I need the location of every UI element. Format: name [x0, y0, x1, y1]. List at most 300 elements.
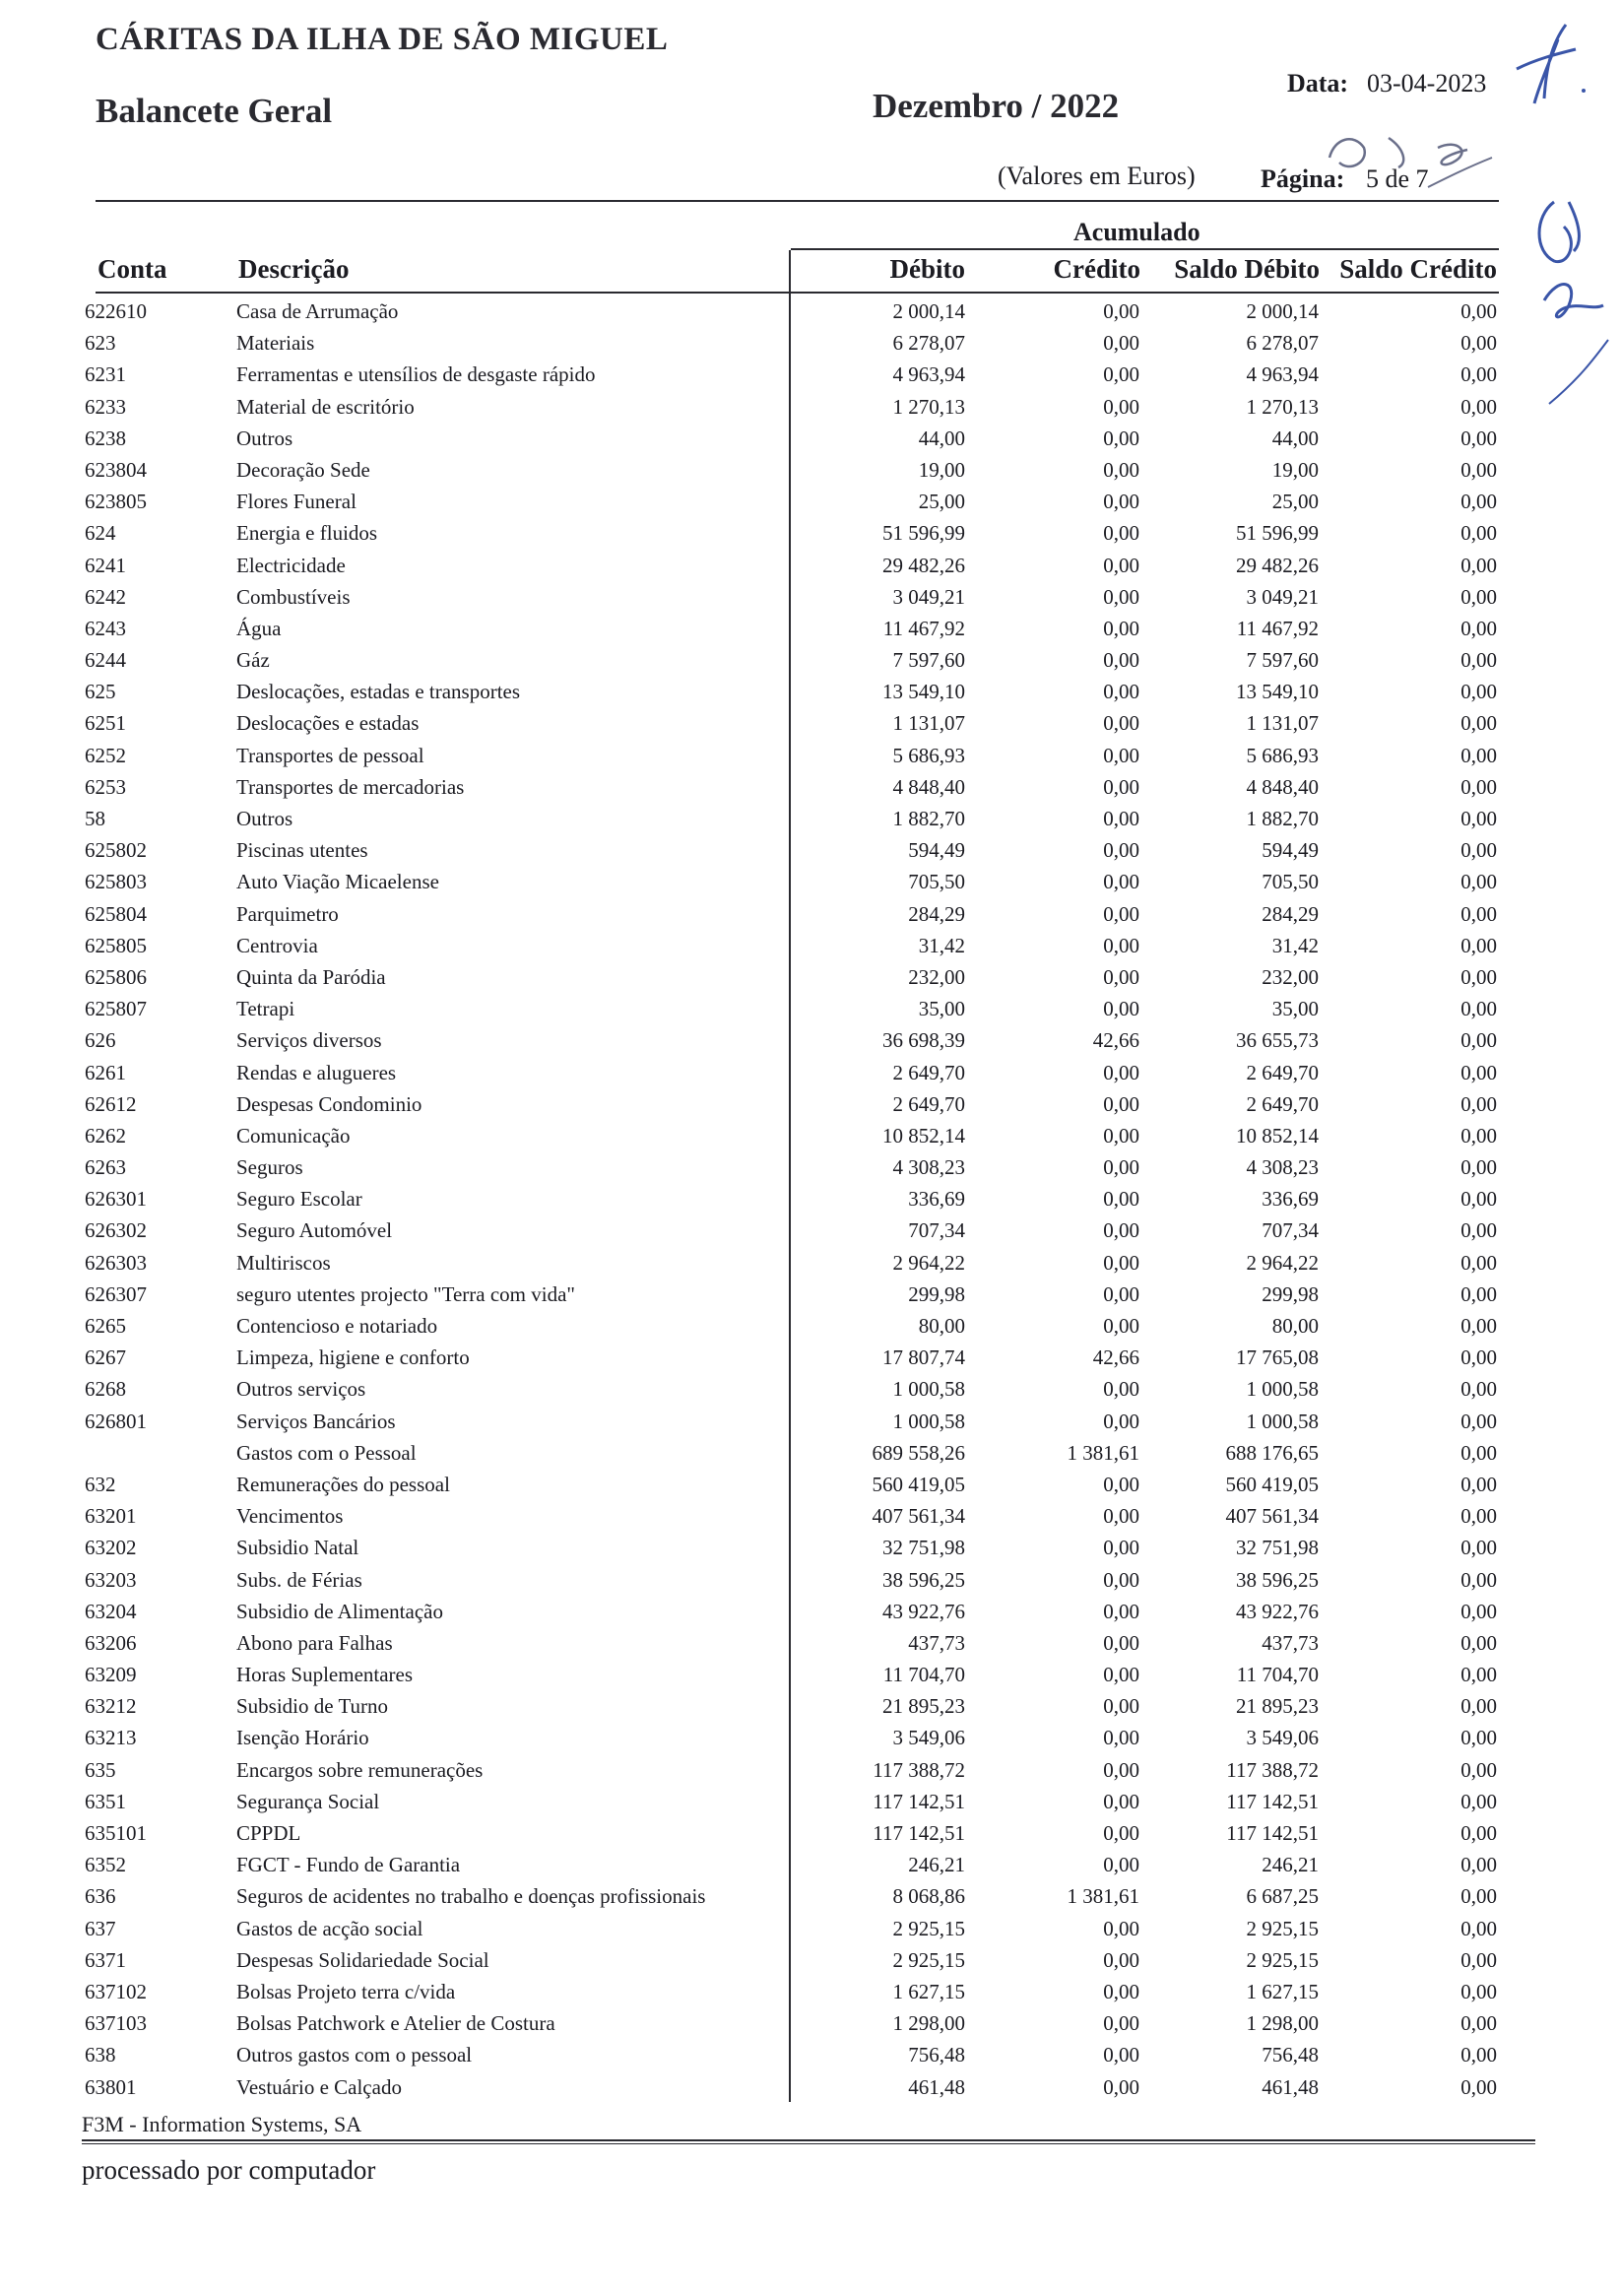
page-label: Página: — [1261, 164, 1345, 193]
balance-credit-value: 0,00 — [1460, 331, 1497, 356]
account-code: 6231 — [85, 362, 126, 387]
debit-value: 17 807,74 — [882, 1345, 965, 1370]
account-code: 62612 — [85, 1091, 137, 1116]
acumulado-group-header: Acumulado — [1073, 218, 1200, 246]
date-value: 03-04-2023 — [1367, 69, 1487, 98]
account-description: Outros — [236, 426, 293, 450]
acumulado-rule — [791, 248, 1499, 250]
credit-value: 0,00 — [1103, 680, 1139, 704]
account-code: 6268 — [85, 1377, 126, 1402]
balance-debit-value: 594,49 — [1262, 838, 1319, 863]
account-code: 6238 — [85, 426, 126, 450]
balance-credit-value: 0,00 — [1460, 1218, 1497, 1243]
credit-value: 0,00 — [1103, 1091, 1139, 1116]
debit-value: 35,00 — [918, 997, 965, 1021]
account-code: 63203 — [85, 1567, 137, 1592]
debit-value: 4 963,94 — [892, 362, 965, 387]
account-code: 63212 — [85, 1694, 137, 1719]
debit-value: 51 596,99 — [882, 521, 965, 546]
account-code: 625804 — [85, 901, 147, 926]
debit-value: 2 000,14 — [892, 299, 965, 323]
table-row — [0, 2071, 1621, 2103]
balance-credit-value: 0,00 — [1460, 1947, 1497, 1972]
table-row — [0, 834, 1621, 866]
debit-value: 461,48 — [908, 2074, 965, 2099]
table-row — [0, 1849, 1621, 1880]
credit-value: 0,00 — [1103, 1789, 1139, 1813]
table-row — [0, 1627, 1621, 1659]
balance-credit-value: 0,00 — [1460, 1599, 1497, 1623]
account-description: Quinta da Paródia — [236, 964, 386, 989]
balance-credit-value: 0,00 — [1460, 807, 1497, 830]
account-code: 636 — [85, 1884, 116, 1909]
table-row — [0, 1279, 1621, 1310]
balance-credit-value: 0,00 — [1460, 1504, 1497, 1529]
table-row — [0, 1659, 1621, 1690]
account-description: CPPDL — [236, 1821, 301, 1845]
balance-debit-value: 688 176,65 — [1225, 1440, 1319, 1465]
table-row — [0, 803, 1621, 834]
account-code: 6265 — [85, 1314, 126, 1338]
balance-debit-value: 2 000,14 — [1246, 299, 1319, 323]
balance-credit-value: 0,00 — [1460, 1536, 1497, 1560]
table-row — [0, 930, 1621, 961]
balance-debit-value: 437,73 — [1262, 1630, 1319, 1655]
balance-debit-value: 1 000,58 — [1246, 1377, 1319, 1402]
account-description: Decoração Sede — [236, 457, 370, 482]
balance-debit-value: 1 131,07 — [1246, 711, 1319, 736]
handwritten-scribble — [1310, 108, 1497, 197]
debit-value: 36 698,39 — [882, 1028, 965, 1053]
debit-value: 5 686,93 — [892, 743, 965, 767]
column-header-conta: Conta — [97, 254, 167, 284]
balance-debit-value: 1 627,15 — [1246, 1979, 1319, 2003]
balance-debit-value: 461,48 — [1262, 2074, 1319, 2099]
software-credit: F3M - Information Systems, SA — [82, 2112, 362, 2136]
account-description: Segurança Social — [236, 1789, 380, 1813]
account-description: Seguro Escolar — [236, 1187, 362, 1212]
account-code: 625 — [85, 680, 116, 704]
table-row — [0, 961, 1621, 993]
balance-credit-value: 0,00 — [1460, 901, 1497, 926]
account-code: 6242 — [85, 584, 126, 609]
credit-value: 0,00 — [1103, 2043, 1139, 2067]
balance-debit-value: 7 597,60 — [1246, 648, 1319, 673]
table-row — [0, 1151, 1621, 1183]
account-description: Contencioso e notariado — [236, 1314, 438, 1338]
account-code: 637102 — [85, 1979, 147, 2003]
balance-debit-value: 246,21 — [1262, 1853, 1319, 1877]
account-code: 623 — [85, 331, 116, 356]
debit-value: 13 549,10 — [882, 680, 965, 704]
table-row — [0, 486, 1621, 517]
account-description: Transportes de mercadorias — [236, 774, 465, 799]
credit-value: 0,00 — [1103, 1853, 1139, 1877]
debit-value: 43 922,76 — [882, 1599, 965, 1623]
table-row — [0, 771, 1621, 803]
account-code: 626302 — [85, 1218, 147, 1243]
balance-debit-value: 43 922,76 — [1236, 1599, 1319, 1623]
balance-credit-value: 0,00 — [1460, 1345, 1497, 1370]
balance-credit-value: 0,00 — [1460, 1060, 1497, 1084]
account-code: 637103 — [85, 2011, 147, 2036]
balance-debit-value: 232,00 — [1262, 964, 1319, 989]
account-description: Material de escritório — [236, 394, 415, 419]
footer-divider — [82, 2139, 1535, 2141]
account-code: 638 — [85, 2043, 116, 2067]
balance-credit-value: 0,00 — [1460, 1440, 1497, 1465]
account-code: 6371 — [85, 1947, 126, 1972]
balance-credit-value: 0,00 — [1460, 1630, 1497, 1655]
account-description: Encargos sobre remunerações — [236, 1757, 484, 1782]
balance-credit-value: 0,00 — [1460, 1472, 1497, 1496]
credit-value: 0,00 — [1103, 901, 1139, 926]
balance-credit-value: 0,00 — [1460, 1757, 1497, 1782]
account-description: Despesas Solidariedade Social — [236, 1947, 489, 1972]
credit-value: 0,00 — [1103, 1757, 1139, 1782]
balance-credit-value: 0,00 — [1460, 362, 1497, 387]
debit-value: 2 649,70 — [892, 1060, 965, 1084]
balance-credit-value: 0,00 — [1460, 933, 1497, 957]
credit-value: 0,00 — [1103, 964, 1139, 989]
balance-debit-value: 2 925,15 — [1246, 1916, 1319, 1940]
balance-credit-value: 0,00 — [1460, 1567, 1497, 1592]
account-description: Outros gastos com o pessoal — [236, 2043, 473, 2067]
balance-debit-value: 80,00 — [1271, 1314, 1319, 1338]
account-code: 63213 — [85, 1726, 137, 1750]
debit-value: 437,73 — [908, 1630, 965, 1655]
balance-debit-value: 299,98 — [1262, 1281, 1319, 1306]
debit-value: 117 142,51 — [873, 1789, 965, 1813]
credit-value: 0,00 — [1103, 394, 1139, 419]
balance-credit-value: 0,00 — [1460, 2011, 1497, 2036]
account-description: Despesas Condominio — [236, 1091, 422, 1116]
debit-value: 11 704,70 — [882, 1663, 965, 1687]
account-description: Subsidio de Turno — [236, 1694, 389, 1719]
credit-value: 0,00 — [1103, 584, 1139, 609]
credit-value: 0,00 — [1103, 933, 1139, 957]
credit-value: 0,00 — [1103, 1979, 1139, 2003]
debit-value: 336,69 — [908, 1187, 965, 1212]
balance-debit-value: 707,34 — [1262, 1218, 1319, 1243]
account-code: 637 — [85, 1916, 116, 1940]
account-description: Outros — [236, 807, 293, 830]
account-code: 63204 — [85, 1599, 137, 1623]
debit-value: 1 882,70 — [892, 807, 965, 830]
table-row — [0, 993, 1621, 1024]
balance-credit-value: 0,00 — [1460, 299, 1497, 323]
debit-value: 8 068,86 — [892, 1884, 965, 1909]
credit-value: 0,00 — [1103, 1060, 1139, 1084]
credit-value: 0,00 — [1103, 521, 1139, 546]
account-code: 6253 — [85, 774, 126, 799]
debit-value: 80,00 — [918, 1314, 965, 1338]
balance-credit-value: 0,00 — [1460, 394, 1497, 419]
balance-credit-value: 0,00 — [1460, 490, 1497, 514]
table-row — [0, 1247, 1621, 1279]
balance-debit-value: 2 925,15 — [1246, 1947, 1319, 1972]
credit-value: 0,00 — [1103, 1916, 1139, 1940]
balance-debit-value: 5 686,93 — [1246, 743, 1319, 767]
balance-credit-value: 0,00 — [1460, 743, 1497, 767]
account-code: 626303 — [85, 1250, 147, 1275]
credit-value: 0,00 — [1103, 838, 1139, 863]
debit-value: 25,00 — [918, 490, 965, 514]
credit-value: 0,00 — [1103, 457, 1139, 482]
balance-debit-value: 21 895,23 — [1236, 1694, 1319, 1719]
account-description: Remunerações do pessoal — [236, 1472, 450, 1496]
balance-credit-value: 0,00 — [1460, 1726, 1497, 1750]
table-row — [0, 1024, 1621, 1056]
account-description: Subs. de Férias — [236, 1567, 362, 1592]
debit-value: 705,50 — [908, 870, 965, 894]
account-code: 63202 — [85, 1536, 137, 1560]
balance-credit-value: 0,00 — [1460, 1123, 1497, 1148]
table-row — [0, 613, 1621, 644]
credit-value: 0,00 — [1103, 648, 1139, 673]
table-row — [0, 1088, 1621, 1120]
debit-value: 1 000,58 — [892, 1409, 965, 1433]
credit-value: 42,66 — [1092, 1028, 1139, 1053]
balance-debit-value: 2 649,70 — [1246, 1091, 1319, 1116]
table-row — [0, 1596, 1621, 1627]
account-description: Centrovia — [236, 933, 318, 957]
balance-credit-value: 0,00 — [1460, 774, 1497, 799]
balance-debit-value: 2 964,22 — [1246, 1250, 1319, 1275]
balance-debit-value: 117 388,72 — [1226, 1757, 1319, 1782]
account-description: Multiriscos — [236, 1250, 331, 1275]
table-row — [0, 1690, 1621, 1722]
account-description: Auto Viação Micaelense — [236, 870, 439, 894]
balance-debit-value: 117 142,51 — [1226, 1789, 1319, 1813]
balance-debit-value: 756,48 — [1262, 2043, 1319, 2067]
debit-value: 44,00 — [918, 426, 965, 450]
credit-value: 0,00 — [1103, 997, 1139, 1021]
balance-credit-value: 0,00 — [1460, 1028, 1497, 1053]
table-row — [0, 1214, 1621, 1246]
balance-credit-value: 0,00 — [1460, 521, 1497, 546]
column-header-saldo-debito: Saldo Débito — [1174, 254, 1320, 284]
account-description: Seguro Automóvel — [236, 1218, 393, 1243]
debit-value: 1 627,15 — [892, 1979, 965, 2003]
account-description: Serviços Bancários — [236, 1409, 396, 1433]
balance-debit-value: 3 049,21 — [1246, 584, 1319, 609]
table-row — [0, 1437, 1621, 1469]
account-code: 6241 — [85, 553, 126, 577]
account-description: Casa de Arrumação — [236, 299, 399, 323]
table-row — [0, 1183, 1621, 1214]
balance-debit-value: 11 467,92 — [1236, 616, 1319, 640]
debit-value: 594,49 — [908, 838, 965, 863]
debit-value: 117 388,72 — [873, 1757, 965, 1782]
balance-debit-value: 6 278,07 — [1246, 331, 1319, 356]
credit-value: 0,00 — [1103, 1409, 1139, 1433]
table-row — [0, 327, 1621, 359]
account-description: Rendas e alugueres — [236, 1060, 397, 1084]
table-row — [0, 1880, 1621, 1912]
credit-value: 0,00 — [1103, 1663, 1139, 1687]
credit-value: 0,00 — [1103, 1821, 1139, 1845]
account-code: 625803 — [85, 870, 147, 894]
balance-credit-value: 0,00 — [1460, 838, 1497, 863]
balance-credit-value: 0,00 — [1460, 457, 1497, 482]
account-description: seguro utentes projecto "Terra com vida" — [236, 1281, 575, 1306]
credit-value: 0,00 — [1103, 331, 1139, 356]
account-description: Vestuário e Calçado — [236, 2074, 402, 2099]
account-description: FGCT - Fundo de Garantia — [236, 1853, 461, 1877]
account-code: 624 — [85, 521, 116, 546]
account-code: 6251 — [85, 711, 126, 736]
balance-debit-value: 284,29 — [1262, 901, 1319, 926]
table-row — [0, 866, 1621, 897]
balance-credit-value: 0,00 — [1460, 964, 1497, 989]
account-code: 63801 — [85, 2074, 137, 2099]
debit-value: 246,21 — [908, 1853, 965, 1877]
balance-debit-value: 6 687,25 — [1246, 1884, 1319, 1909]
credit-value: 0,00 — [1103, 2074, 1139, 2099]
balance-debit-value: 4 308,23 — [1246, 1155, 1319, 1180]
table-row — [0, 1913, 1621, 1944]
account-description: Piscinas utentes — [236, 838, 368, 863]
balance-credit-value: 0,00 — [1460, 1884, 1497, 1909]
account-description: Seguros de acidentes no trabalho e doenças profissionais — [236, 1884, 706, 1909]
account-description: Comunicação — [236, 1123, 351, 1148]
credit-value: 0,00 — [1103, 1504, 1139, 1529]
footer-divider-thin — [82, 2143, 1535, 2144]
balance-credit-value: 0,00 — [1460, 1979, 1497, 2003]
credit-value: 0,00 — [1103, 870, 1139, 894]
balance-credit-value: 0,00 — [1460, 648, 1497, 673]
account-description: Parquimetro — [236, 901, 339, 926]
debit-value: 7 597,60 — [892, 648, 965, 673]
account-description: Limpeza, higiene e conforto — [236, 1345, 470, 1370]
debit-value: 407 561,34 — [872, 1504, 965, 1529]
debit-value: 1 000,58 — [892, 1377, 965, 1402]
credit-value: 0,00 — [1103, 711, 1139, 736]
debit-value: 560 419,05 — [872, 1472, 965, 1496]
credit-value: 0,00 — [1103, 1250, 1139, 1275]
table-row — [0, 1057, 1621, 1088]
table-row — [0, 391, 1621, 423]
balance-debit-value: 51 596,99 — [1236, 521, 1319, 546]
column-header-descricao: Descrição — [238, 254, 350, 284]
credit-value: 0,00 — [1103, 1472, 1139, 1496]
date-label: Data: — [1287, 69, 1349, 98]
balance-debit-value: 336,69 — [1262, 1187, 1319, 1212]
balance-credit-value: 0,00 — [1460, 2043, 1497, 2067]
credit-value: 0,00 — [1103, 1536, 1139, 1560]
balance-debit-value: 4 848,40 — [1246, 774, 1319, 799]
account-code: 635101 — [85, 1821, 147, 1845]
account-description: Água — [236, 616, 282, 640]
balance-credit-value: 0,00 — [1460, 1853, 1497, 1877]
credit-value: 0,00 — [1103, 490, 1139, 514]
balance-credit-value: 0,00 — [1460, 1789, 1497, 1813]
credit-value: 0,00 — [1103, 1218, 1139, 1243]
account-description: Ferramentas e utensílios de desgaste rápido — [236, 362, 596, 387]
debit-value: 1 298,00 — [892, 2011, 965, 2036]
balance-debit-value: 11 704,70 — [1236, 1663, 1319, 1687]
balance-credit-value: 0,00 — [1460, 2074, 1497, 2099]
table-row — [0, 1310, 1621, 1342]
table-row — [0, 1722, 1621, 1753]
debit-value: 299,98 — [908, 1281, 965, 1306]
account-description: Outros serviços — [236, 1377, 366, 1402]
table-row — [0, 1976, 1621, 2007]
balance-credit-value: 0,00 — [1460, 711, 1497, 736]
account-code: 626301 — [85, 1187, 147, 1212]
balance-credit-value: 0,00 — [1460, 584, 1497, 609]
account-code: 6261 — [85, 1060, 126, 1084]
debit-value: 10 852,14 — [882, 1123, 965, 1148]
balance-debit-value: 19,00 — [1271, 457, 1319, 482]
credit-value: 0,00 — [1103, 1567, 1139, 1592]
balance-debit-value: 25,00 — [1271, 490, 1319, 514]
table-row — [0, 1564, 1621, 1596]
balance-credit-value: 0,00 — [1460, 1091, 1497, 1116]
balance-credit-value: 0,00 — [1460, 1281, 1497, 1306]
account-description: Horas Suplementares — [236, 1663, 414, 1687]
balance-debit-value: 1 270,13 — [1246, 394, 1319, 419]
balance-debit-value: 4 963,94 — [1246, 362, 1319, 387]
account-description: Serviços diversos — [236, 1028, 382, 1053]
balance-debit-value: 1 000,58 — [1246, 1409, 1319, 1433]
account-code: 6252 — [85, 743, 126, 767]
table-row — [0, 707, 1621, 739]
balance-credit-value: 0,00 — [1460, 997, 1497, 1021]
table-row — [0, 676, 1621, 707]
balance-debit-value: 31,42 — [1271, 933, 1319, 957]
account-code: 6243 — [85, 616, 126, 640]
account-code: 625802 — [85, 838, 147, 863]
column-header-rule — [96, 292, 1499, 294]
debit-value: 3 049,21 — [892, 584, 965, 609]
account-description: Subsidio Natal — [236, 1536, 359, 1560]
debit-value: 2 964,22 — [892, 1250, 965, 1275]
debit-value: 284,29 — [908, 901, 965, 926]
organization-name: CÁRITAS DA ILHA DE SÃO MIGUEL — [96, 22, 669, 57]
table-row — [0, 1944, 1621, 1976]
balance-credit-value: 0,00 — [1460, 870, 1497, 894]
table-row — [0, 1120, 1621, 1151]
table-row — [0, 1817, 1621, 1849]
credit-value: 0,00 — [1103, 616, 1139, 640]
account-description: Gastos com o Pessoal — [236, 1440, 417, 1465]
balance-debit-value: 560 419,05 — [1225, 1472, 1319, 1496]
debit-value: 6 278,07 — [892, 331, 965, 356]
credit-value: 0,00 — [1103, 553, 1139, 577]
table-row — [0, 1786, 1621, 1817]
account-description: Deslocações, estadas e transportes — [236, 680, 521, 704]
debit-value: 2 925,15 — [892, 1916, 965, 1940]
balance-debit-value: 3 549,06 — [1246, 1726, 1319, 1750]
table-row — [0, 517, 1621, 549]
balance-credit-value: 0,00 — [1460, 1694, 1497, 1719]
account-description: Gastos de acção social — [236, 1916, 423, 1940]
account-code: 625805 — [85, 933, 147, 957]
table-row — [0, 1342, 1621, 1373]
margin-signature — [1524, 182, 1613, 409]
debit-value: 11 467,92 — [882, 616, 965, 640]
table-row — [0, 1500, 1621, 1532]
balance-debit-value: 705,50 — [1262, 870, 1319, 894]
credit-value: 0,00 — [1103, 1187, 1139, 1212]
account-code: 626307 — [85, 1281, 147, 1306]
table-row — [0, 1532, 1621, 1563]
debit-value: 232,00 — [908, 964, 965, 989]
table-row — [0, 1469, 1621, 1500]
credit-value: 0,00 — [1103, 2011, 1139, 2036]
